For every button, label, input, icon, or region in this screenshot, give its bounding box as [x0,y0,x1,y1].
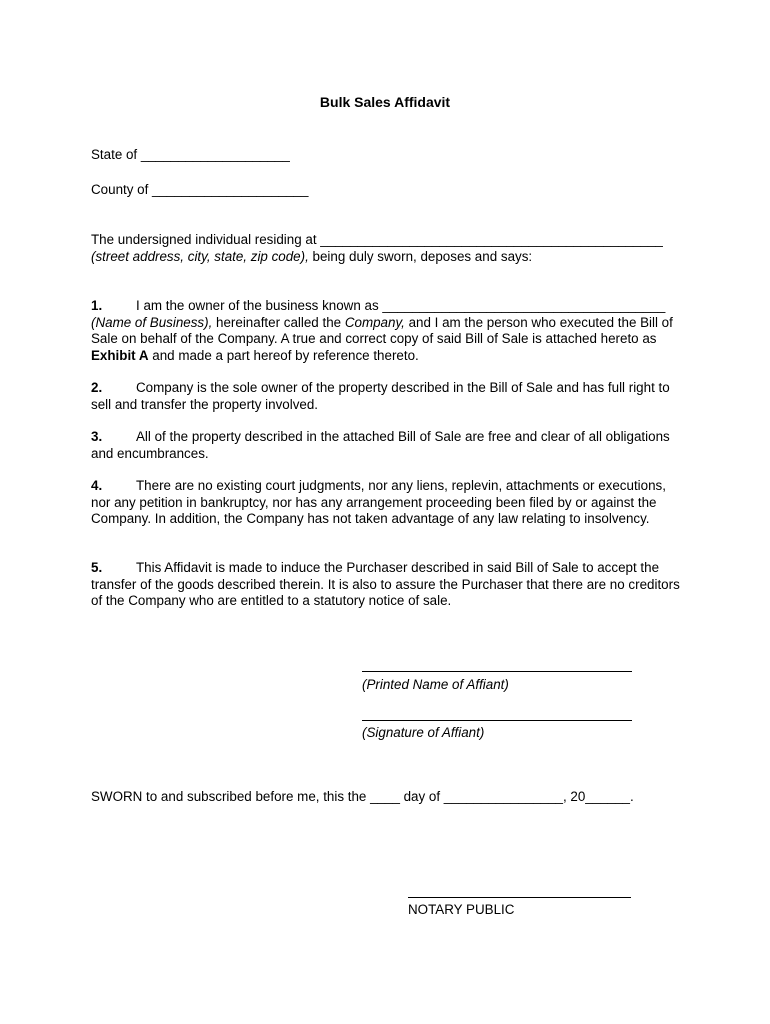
signature-line [362,720,632,721]
printed-name-label: (Printed Name of Affiant) [362,677,509,692]
notary-label: NOTARY PUBLIC [408,902,515,917]
paragraph-4-text: There are no existing court judgments, nor any liens, replevin, attachments or executions, nor any petition in bankruptcy, nor has any arrangement proceeding been filed by or against the Company. In addition, the Company has not taken advantage of any law relating to insolvency. [91,478,666,526]
paragraph-5 [91,560,683,610]
paragraph-5-number: 5. [91,560,103,575]
notary-signature-line [408,897,631,898]
paragraph-1-text-c: hereinafter called the [212,314,345,330]
company-term: Company, [344,314,405,330]
paragraph-1-number: 1. [91,298,103,313]
sworn-statement: SWORN to and subscribed before me, this the ____ day of ________________, 20______. [91,789,634,804]
paragraph-5-text: This Affidavit is made to induce the Purchaser described in said Bill of Sale to accept the transfer of the goods described therein. It is also to assure the Purchaser that there are no creditors of the Company who are entitled to a statutory notice of sale. [91,560,680,608]
paragraph-1-text-a: I am the owner of the business known as ______________________________________ [136,298,666,313]
county-field: County of _____________________ [91,182,309,197]
signature-label: (Signature of Affiant) [362,725,485,740]
paragraph-1-text-g: and made a part hereof by reference thereto. [148,347,419,363]
paragraph-1-text-e: and I am the person who executed the Bill of Sale on behalf of the Company. A true and correct copy of said Bill of Sale is attached hereto as [91,314,673,346]
paragraph-2-number: 2. [91,380,103,395]
intro-line-1: The undersigned individual residing at ______________________________________________ [91,232,663,247]
paragraph-3-text: All of the property described in the attached Bill of Sale are free and clear of all obligations and encumbrances. [91,429,670,461]
intro-line-2 [91,249,532,266]
paragraph-3 [91,429,683,462]
paragraph-3-number: 3. [91,429,103,444]
paragraph-4-number: 4. [91,478,103,493]
state-field: State of ____________________ [91,147,290,162]
intro-line-2-rest: being duly sworn, deposes and says: [308,249,533,264]
address-hint: (street address, city, state, zip code), [91,249,309,264]
business-name-hint: (Name of Business), [91,314,213,330]
paragraph-2 [91,380,683,413]
exhibit-a-term: Exhibit A [91,347,149,363]
paragraph-4 [91,478,683,528]
printed-name-line [362,671,632,672]
document-title: Bulk Sales Affidavit [319,94,451,110]
paragraph-2-text: Company is the sole owner of the property described in the Bill of Sale and has full right to sell and transfer the property involved. [91,380,670,412]
paragraph-1 [91,298,683,364]
